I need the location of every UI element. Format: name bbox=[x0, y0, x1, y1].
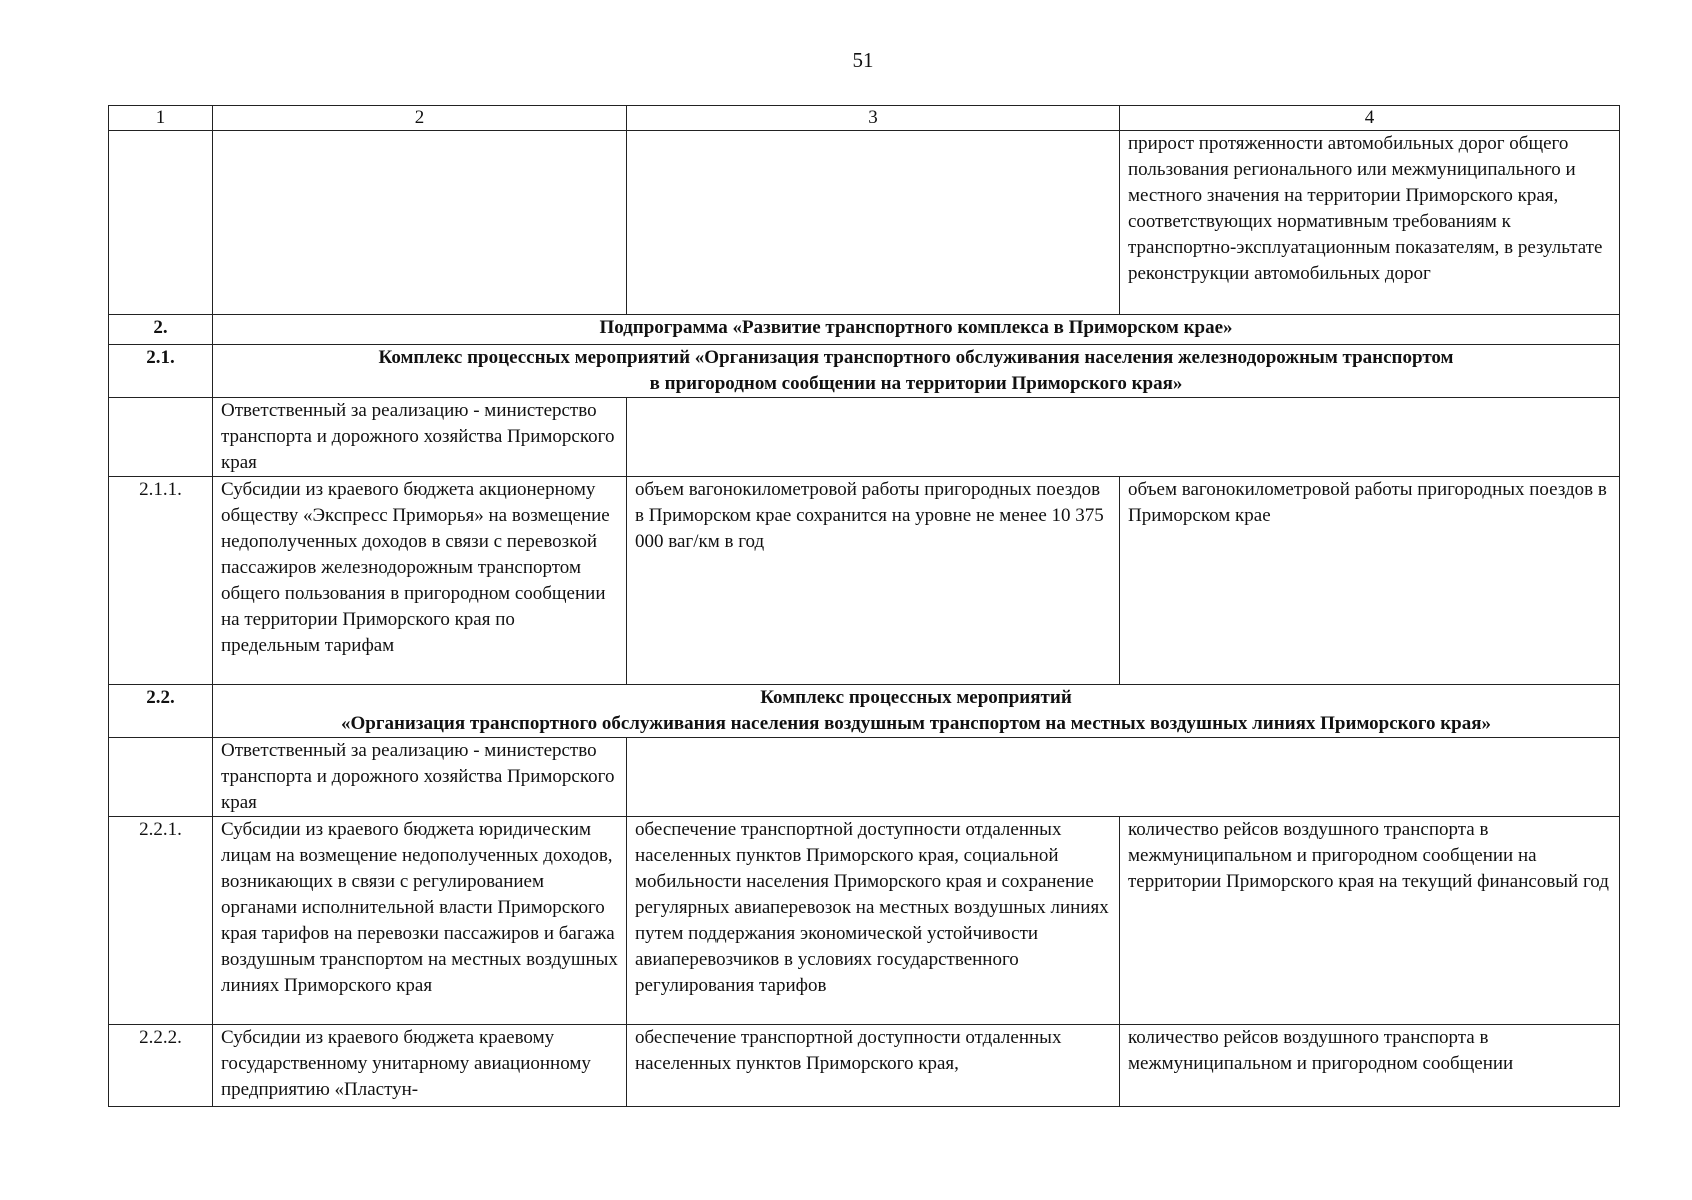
empty-cell bbox=[109, 738, 213, 817]
row-number: 2.2.2. bbox=[109, 1025, 213, 1107]
header-cell-3: 3 bbox=[627, 106, 1120, 131]
section-row-2 bbox=[109, 315, 1620, 345]
indicator-cell: объем вагонокилометровой работы пригородных поездов в Приморском крае bbox=[1120, 477, 1620, 685]
section-number: 2.1. bbox=[109, 345, 213, 398]
section-row-2-2 bbox=[109, 685, 1620, 738]
row-number: 2.1.1. bbox=[109, 477, 213, 685]
responsible-cell: Ответственный за реализацию - министерство транспорта и дорожного хозяйства Приморского края bbox=[213, 738, 627, 817]
section-title bbox=[213, 685, 1620, 738]
table-row-2-2-2 bbox=[109, 1025, 1620, 1107]
empty-cell bbox=[213, 131, 627, 315]
indicator-cell: количество рейсов воздушного транспорта в межмуниципальном и пригородном сообщении bbox=[1120, 1025, 1620, 1107]
table-row-2-1-1 bbox=[109, 477, 1620, 685]
page-number: 51 bbox=[852, 48, 874, 72]
table-row-2-2-1 bbox=[109, 817, 1620, 1025]
result-cell: объем вагонокилометровой работы пригородных поездов в Приморском крае сохранится на уровне не менее 10 375 000 ваг/км в год bbox=[627, 477, 1120, 685]
measures-table bbox=[108, 105, 1620, 1107]
measure-cell: Субсидии из краевого бюджета краевому государственному унитарному авиационному предприятию «Пластун- bbox=[213, 1025, 627, 1107]
empty-cell bbox=[109, 131, 213, 315]
empty-cell bbox=[627, 398, 1620, 477]
header-cell-1: 1 bbox=[109, 106, 213, 131]
row-number: 2.2.1. bbox=[109, 817, 213, 1025]
measure-cell: Субсидии из краевого бюджета юридическим лицам на возмещение недополученных доходов, возникающих в связи с регулированием органами исполнительной власти Приморского края тарифов на перевозки пассажиров и багажа воздушным транспортом на местных воздушных линиях Приморского края bbox=[213, 817, 627, 1025]
section-number: 2. bbox=[109, 315, 213, 345]
section-title bbox=[213, 345, 1620, 398]
table-row-continuation bbox=[109, 131, 1620, 315]
section-row-2-1 bbox=[109, 345, 1620, 398]
indicator-cell: прирост протяженности автомобильных дорог общего пользования регионального или межмуниципального и местного значения на территории Приморского края, соответствующих нормативным требованиям к транспортно-эксплуатационным показателям, в результате реконструкции автомобильных дорог bbox=[1120, 131, 1620, 315]
header-cell-4: 4 bbox=[1120, 106, 1620, 131]
empty-cell bbox=[109, 398, 213, 477]
responsible-row-2-2 bbox=[109, 738, 1620, 817]
result-cell: обеспечение транспортной доступности отдаленных населенных пунктов Приморского края, социальной мобильности населения Приморского края и сохранение регулярных авиаперевозок на местных воздушных линиях путем поддержания экономической устойчивости авиаперевозчиков в условиях государственного регулирования тарифов bbox=[627, 817, 1120, 1025]
section-title-line: Комплекс процессных мероприятий «Организация транспортного обслуживания населения железнодорожным транспортом bbox=[378, 347, 1454, 368]
section-number: 2.2. bbox=[109, 685, 213, 738]
result-cell: обеспечение транспортной доступности отдаленных населенных пунктов Приморского края, bbox=[627, 1025, 1120, 1107]
indicator-cell: количество рейсов воздушного транспорта в межмуниципальном и пригородном сообщении на территории Приморского края на текущий финансовый год bbox=[1120, 817, 1620, 1025]
section-title: Подпрограмма «Развитие транспортного комплекса в Приморском крае» bbox=[213, 315, 1620, 345]
table-header-row bbox=[109, 106, 1620, 131]
section-title-line: в пригородном сообщении на территории Приморского края» bbox=[649, 373, 1183, 394]
empty-cell bbox=[627, 738, 1620, 817]
responsible-cell: Ответственный за реализацию - министерство транспорта и дорожного хозяйства Приморского края bbox=[213, 398, 627, 477]
section-title-line: «Организация транспортного обслуживания населения воздушным транспортом на местных воздушных линиях Приморского края» bbox=[340, 713, 1492, 734]
responsible-row-2-1 bbox=[109, 398, 1620, 477]
header-cell-2: 2 bbox=[213, 106, 627, 131]
section-title-line: Комплекс процессных мероприятий bbox=[760, 687, 1072, 708]
measure-cell: Субсидии из краевого бюджета акционерному обществу «Экспресс Приморья» на возмещение недополученных доходов в связи с перевозкой пассажиров железнодорожным транспортом общего пользования в пригородном сообщении на территории Приморского края по предельным тарифам bbox=[213, 477, 627, 685]
empty-cell bbox=[627, 131, 1120, 315]
